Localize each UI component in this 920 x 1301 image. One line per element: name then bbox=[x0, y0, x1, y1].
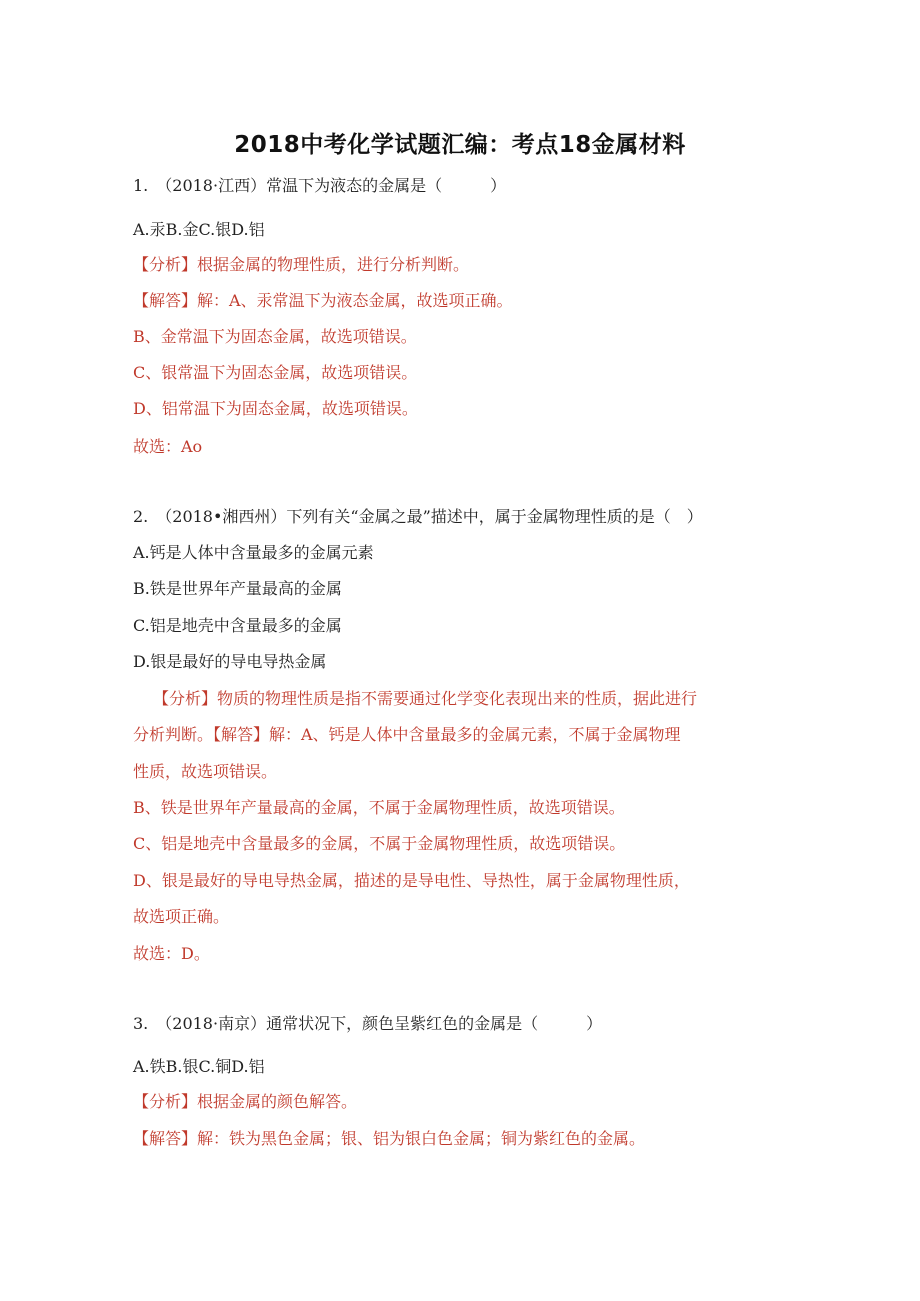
question-2-option-b: B.铁是世界年产量最高的金属 bbox=[133, 579, 342, 598]
question-2-analysis-line-1: 【分析】物质的物理性质是指不需要通过化学变化表现出来的性质，据此进行 bbox=[153, 689, 698, 708]
question-2-option-d: D.银是最好的导电导热金属 bbox=[133, 652, 327, 671]
page-title: 2018中考化学试题汇编：考点18金属材料 bbox=[234, 132, 686, 158]
question-2-option-a: A.钙是人体中含量最多的金属元素 bbox=[133, 543, 374, 562]
question-3-answer: 【解答】解：铁为黑色金属；银、铝为银白色金属；铜为紫红色的金属。 bbox=[133, 1129, 646, 1148]
question-2-explain-b: B、铁是世界年产量最高的金属，不属于金属物理性质，故选项错误。 bbox=[133, 798, 625, 817]
question-1-explain-d: D、铝常温下为固态金属，故选项错误。 bbox=[133, 399, 418, 418]
question-2-explain-d-line-2: 故选项正确。 bbox=[133, 907, 230, 926]
question-1-explain-b: B、金常温下为固态金属，故选项错误。 bbox=[133, 327, 417, 346]
question-1-conclusion: 故选：Ao bbox=[133, 437, 203, 456]
question-2-explain-d-line-1: D、银是最好的导电导热金属，描述的是导电性、导热性，属于金属物理性质， bbox=[133, 871, 690, 890]
question-2-explain-c: C、铝是地壳中含量最多的金属，不属于金属物理性质，故选项错误。 bbox=[133, 834, 626, 853]
question-1-options: A.汞B.金C.银D.铝 bbox=[133, 220, 265, 239]
question-1-explain-c: C、银常温下为固态金属，故选项错误。 bbox=[133, 363, 418, 382]
question-2-option-c: C.铝是地壳中含量最多的金属 bbox=[133, 616, 342, 635]
question-3-options: A.铁B.银C.铜D.铝 bbox=[133, 1057, 265, 1076]
question-1-analysis: 【分析】根据金属的物理性质，进行分析判断。 bbox=[133, 255, 470, 274]
question-3-analysis: 【分析】根据金属的颜色解答。 bbox=[133, 1092, 358, 1111]
question-2-analysis-line-3: 性质，故选项错误。 bbox=[133, 762, 278, 781]
question-2-stem: 2. （2018•湘西州）下列有关“金属之最”描述中，属于金属物理性质的是（ ） bbox=[133, 507, 703, 526]
question-2-conclusion: 故选：D。 bbox=[133, 944, 210, 963]
question-1-answer: 【解答】解：A、汞常温下为液态金属，故选项正确。 bbox=[133, 291, 513, 310]
question-3-stem: 3. （2018·南京）通常状况下，颜色呈紫红色的金属是（ ） bbox=[133, 1014, 603, 1033]
question-1-stem: 1. （2018·江西）常温下为液态的金属是（ ） bbox=[133, 176, 507, 195]
question-2-analysis-line-2: 分析判断。【解答】解：A、钙是人体中含量最多的金属元素，不属于金属物理 bbox=[133, 725, 681, 744]
